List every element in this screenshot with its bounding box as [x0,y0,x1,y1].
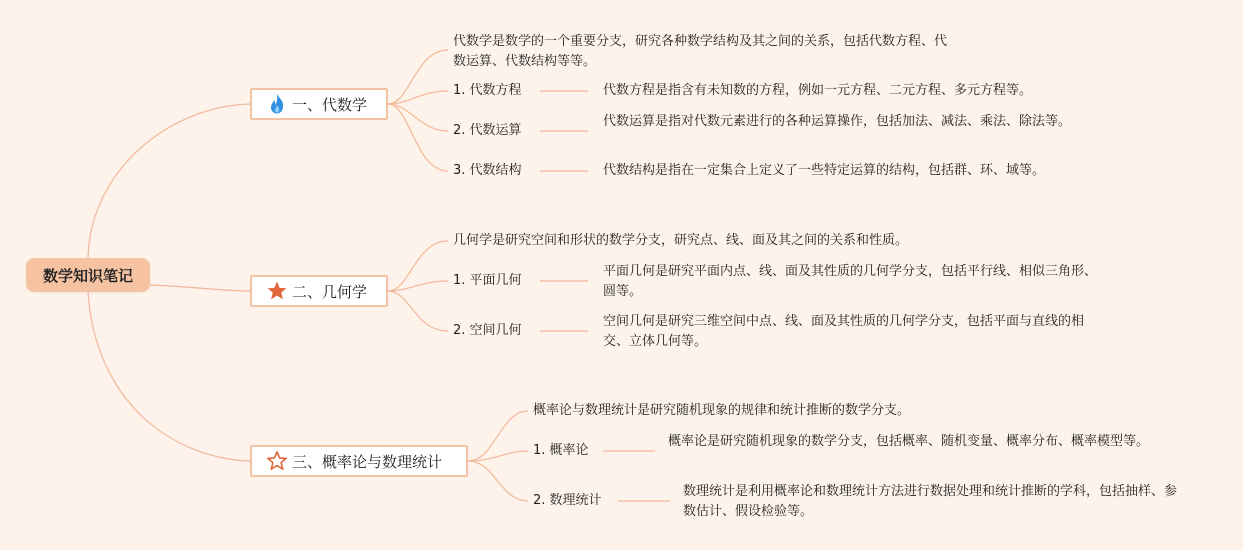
branch-geometry-label: 二、几何学 [292,282,368,301]
link-root-geometry [150,285,250,291]
geometry-item-1-label[interactable]: 1. 平面几何 [453,273,522,288]
link-probability-item2 [468,461,528,501]
star-outline-icon [266,450,288,472]
probability-summary: 概率论与数理统计是研究随机现象的规律和统计推断的数学分支。 [533,403,911,418]
algebra-item-3-desc: 代数结构是指在一定集合上定义了一些特定运算的结构，包括群、环、域等。 [603,163,1046,178]
link-algebra-item3 [388,104,448,171]
link-root-probability [88,292,250,461]
link-algebra-summary [388,50,448,104]
branch-algebra[interactable] [250,88,388,120]
probability-item-1-desc: 概率论是研究随机现象的数学分支，包括概率、随机变量、概率分布、概率模型等。 [668,434,1150,449]
probability-item-1-label[interactable]: 1. 概率论 [533,443,589,458]
algebra-item-1-label[interactable]: 1. 代数方程 [453,83,522,98]
geometry-item-2-desc: 空间几何是研究三维空间中点、线、面及其性质的几何学分支，包括平面与直线的相交、立体几何等。 [603,314,1085,349]
algebra-summary: 代数学是数学的一个重要分支，研究各种数学结构及其之间的关系，包括代数方程、代数运算、代数结构等等。 [453,34,948,69]
root-label: 数学知识笔记 [42,266,133,285]
link-probability-summary [468,411,528,461]
link-geometry-summary [388,241,448,291]
probability-item-2-desc: 数理统计是利用概率论和数理统计方法进行数据处理和统计推断的学科，包括抽样、参数估计、假设检验等。 [683,484,1178,519]
link-geometry-item1 [388,281,448,291]
branch-geometry[interactable] [250,275,388,307]
branch-probability[interactable] [250,445,468,477]
branch-probability-label: 三、概率论与数理统计 [292,452,443,471]
geometry-item-2-label[interactable]: 2. 空间几何 [453,323,522,338]
branch-algebra-label: 一、代数学 [292,95,368,114]
algebra-item-2-desc: 代数运算是指对代数元素进行的各种运算操作，包括加法、减法、乘法、除法等。 [603,114,1072,129]
flame-icon [266,93,288,115]
root-node[interactable] [26,258,150,292]
geometry-summary: 几何学是研究空间和形状的数学分支，研究点、线、面及其之间的关系和性质。 [453,233,909,248]
probability-item-2-label[interactable]: 2. 数理统计 [533,493,602,508]
algebra-item-1-desc: 代数方程是指含有未知数的方程，例如一元方程、二元方程、多元方程等。 [603,83,1033,98]
algebra-item-3-label[interactable]: 3. 代数结构 [453,163,522,178]
link-geometry-item2 [388,291,448,331]
star-filled-icon [266,280,288,302]
algebra-item-2-label[interactable]: 2. 代数运算 [453,123,522,138]
geometry-item-1-desc: 平面几何是研究平面内点、线、面及其性质的几何学分支，包括平行线、相似三角形、圆等。 [603,264,1098,299]
link-root-algebra [88,104,250,258]
link-algebra-item1 [388,91,448,104]
